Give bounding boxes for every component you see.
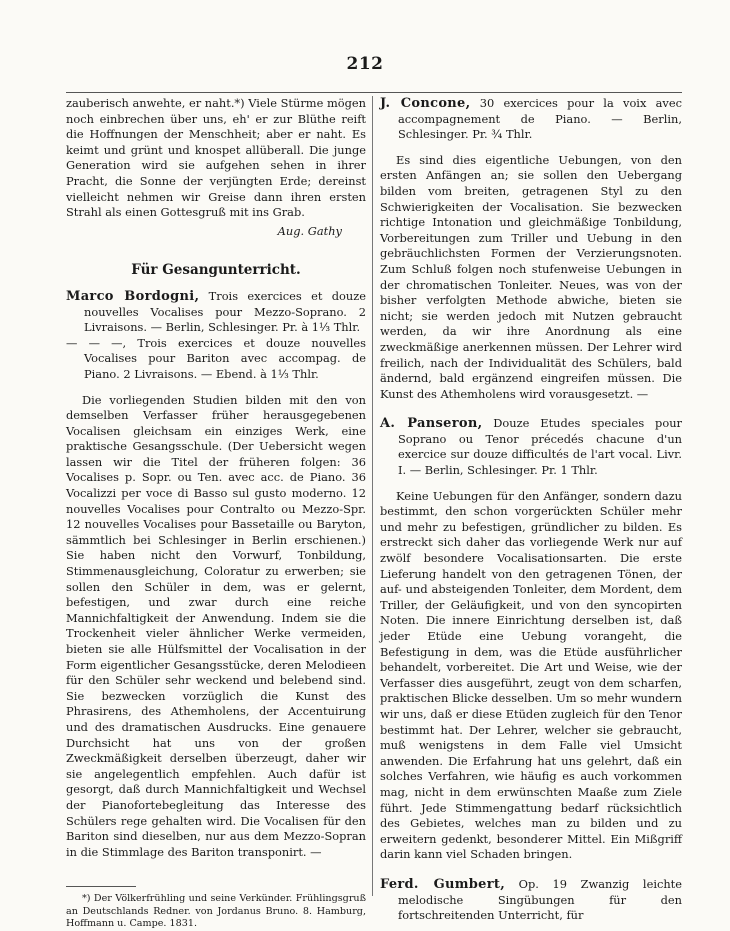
entry-author: J. Concone, bbox=[380, 96, 471, 111]
intro-paragraph: zauberisch anwehte, er naht.*) Viele Stürme mögen noch einbrechen über uns, eh' er zur Blüthe reift die Hoffnungen der Menschheit; aber er naht. Es keimt und grünt und knospet allüberall. Die junge Generation wird sie aufgehen sehen in ihrer Pracht, die Sonne der verjüngten Erde; dereinst vielleicht nehmen wir Greise dann ihren ersten Strahl als einen Gottesgruß mit ins Grab. bbox=[66, 96, 366, 220]
author-signature: Aug. Gathy bbox=[277, 223, 342, 238]
review-body: Es sind dies eigentliche Uebungen, von den ersten Anfängen an; sie sollen den Uebergang bilden vom breiten, getragenen Styl zu den Schwierigkeiten der Vocalisation. Sie bezwecken richtige Intonation und gleichmäßige Tonbildung, Vorbereitungen zum Triller und Uebung in den gebräuchlichsten Formen der Verzierungsnoten. Zum Schluß folgen noch stufenweise Uebungen in der chromatischen Tonleiter. Neues, was von der bisher verfolgten Methode abwiche, bieten sie nicht; sie werden jedoch mit Nutzen gebraucht werden, da wir ihre Anordnung als eine zweckmäßige anerkennen müssen. Der Lehrer wird freilich, nach der Individualität des Schülers, bald ändernd, bald ergänzend eingreifen müssen. Die Kunst des Athemholens wird vorausgesetzt. — bbox=[380, 152, 682, 401]
entry-author: Ferd. Gumbert, bbox=[380, 876, 506, 892]
entry-title: — — —, Trois exercices et douze nouvelles Vocalises pour Bariton avec accompag. de Piano. 2 Livraisons. — Ebend. à 1⅓ Thlr. bbox=[66, 335, 366, 381]
entry-author: A. Panseron, bbox=[380, 416, 483, 432]
review-entry-concone bbox=[380, 96, 682, 143]
review-body: Keine Uebungen für den Anfänger, sondern dazu bestimmt, den schon vorgerückten Schüler mehr und mehr zu befestigen, gründlicher zu bilden. Es erstreckt sich daher das vorliegende Werk nur auf zwölf besondere Vocalisationsarten. Die erste Lieferung handelt von den getragenen Tönen, der auf- und absteigenden Tonleiter, dem Mordent, dem Triller, der Geläufigkeit, und von den syncopirten Noten. Die innere Einrichtung derselben ist, daß jeder Etüde eine Uebung vorangeht, die Befestigung in dem, was die Etüde ausführlicher behandelt, vorbereitet. Die Art und Weise, wie der Verfasser dies ausgeführt, zeugt von dem scharfen, praktischen Blicke desselben. Um so mehr wundern wir uns, daß er diese Etüden zugleich für den Tenor bestimmt hat. Der Lehrer, welcher sie gebraucht, muß wenigstens in dem Falle viel Umsicht anwenden. Die Erfahrung hat uns gelehrt, daß ein solches Verfahren, wie häufig es auch vorkommen mag, nicht in dem erwünschten Maaße zum Ziele führt. Jede Stimmengattung bedarf rücksichtlich des Gebietes, welches man zu bilden und zu erweitern gedenkt, besonderer Mittel. Ein Mißgriff darin kann viel Schaden bringen. bbox=[380, 488, 682, 862]
column-divider bbox=[372, 96, 373, 896]
review-body: Die vorliegenden Studien bilden mit den von demselben Verfasser früher herausgegebenen Vocalisen gleichsam ein einziges Werk, eine praktische Gesangsschule. (Der Uebersicht wegen lassen wir die Titel der früheren folgen: 36 Vocalises p. Sopr. ou Ten. avec acc. de Piano. 36 Vocalizzi per voce di Basso sul gusto moderno. 12 nouvelles Vocalises pour Contralto ou Mezzo-Spr. 12 nouvelles Vocalises pour Bassetaille ou Baryton, sämmtlich bei Schlesinger in Berlin erschienen.) Sie haben nicht den Vorwurf, Tonbildung, Stimmenausgleichung, Coloratur zu erwerben; sie sollen den Schüler in dem, was er gelernt, befestigen, und zwar durch eine reiche Mannichfaltigkeit der Anwendung. Indem sie die Trockenheit vieler ähnlicher Werke vermeiden, bieten sie alle Hülfsmittel der Vocalisation in der Form eigentlicher Gesangsstücke, deren Melodieen für den Schüler sehr weckend und belebend sind. Sie bezwecken vorzüglich die Kunst des Phrasirens, des Athemholens, der Accentuirung und des dramatischen Ausdrucks. Eine genauere Durchsicht hat uns von der großen Zweckmäßigkeit derselben überzeugt, daher wir sie angelegentlich empfehlen. Auch dafür ist gesorgt, daß durch Mannichfaltigkeit und Wechsel der Pianofortebegleitung das Interesse des Schülers rege gehalten wird. Die Vocalisen für den Bariton sind dieselben, nur aus dem Mezzo-Sopran in die Stimmlage des Bariton transponirt. — bbox=[66, 392, 366, 859]
entry-title: Douze Etudes speciales pour Soprano ou Tenor précedés chacune d'un exercice sur douze difficultés de l'art vocal. Livr. I. — Berlin, Schlesinger. Pr. 1 Thlr. bbox=[398, 416, 682, 478]
footnote-rule bbox=[66, 886, 136, 887]
entry-author: Marco Bordogni, bbox=[66, 288, 200, 304]
entry-title: Trois exercices et douze nouvelles Vocalises pour Mezzo-Soprano. 2 Livraisons. — Berlin, Schlesinger. Pr. à 1⅓ Thlr. bbox=[84, 288, 366, 335]
footnote: *) Der Völkerfrühling und seine Verkünder. Frühlingsgruß an Deutschlands Redner. von Jordanus Bruno. 8. Hamburg, Hoffmann u. Campe. 1831. bbox=[66, 893, 366, 930]
entry-title: Op. 19 Zwanzig leichte melodische Singübungen für den fortschreitenden Unterricht, für bbox=[398, 876, 682, 923]
review-entry-panseron bbox=[380, 416, 682, 478]
review-entry-bordogni bbox=[66, 289, 366, 336]
section-heading: Für Gesangunterricht. bbox=[131, 262, 301, 279]
page-number: 212 bbox=[346, 54, 384, 74]
header-rule bbox=[66, 92, 682, 93]
entry-title: 30 exercices pour la voix avec accompagnement de Piano. — Berlin, Schlesinger. Pr. ¾ Thlr. bbox=[398, 96, 682, 142]
review-entry-bordogni-bariton bbox=[66, 336, 366, 383]
right-column bbox=[380, 96, 682, 924]
review-entry-gumbert bbox=[380, 877, 682, 924]
left-column bbox=[66, 96, 366, 931]
